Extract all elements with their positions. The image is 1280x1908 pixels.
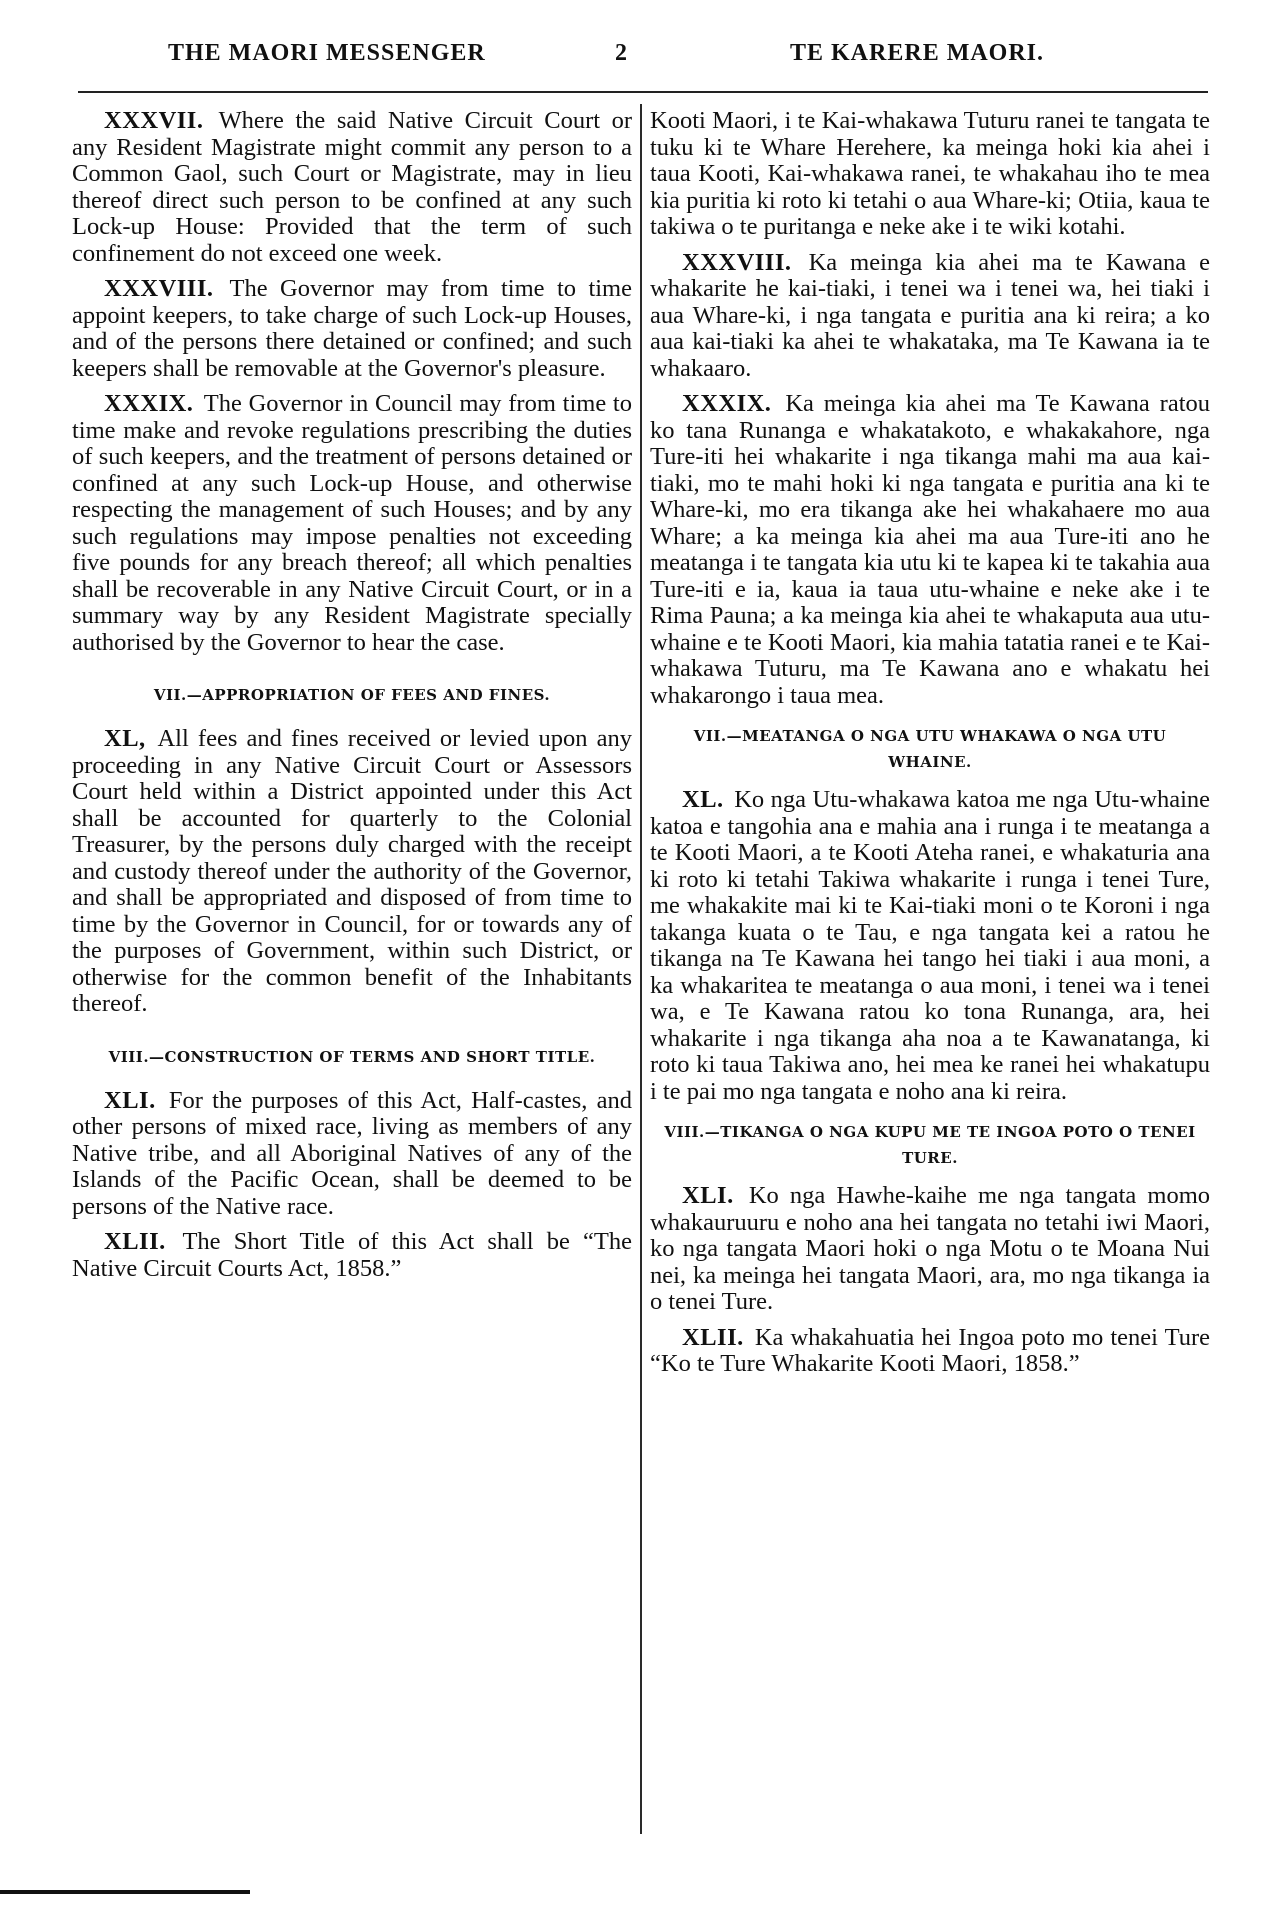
section-text: Ko nga Utu-whakawa katoa me nga Utu-whaine katoa e tangohia ana e mahia ana i runga i te meatanga a te Kooti Maori, a te Kooti Ateha ranei, e whakaturia ana ki roto ki tetahi Takiwa whakarite i runga i tenei Ture, me whakakite mai ki te Kai-tiaki moni o te Koroni i nga takanga kuata o te Tau, e nga tangata kei a ratou he tikanga na Te Kawana hei tango hei tiaki i aua moni, a ka whakaritea te meatanga o aua moni, i tenei wa i tenei wa, e Te Kawana ratou ko tona Runanga, ara, hei whakarite i nga tikanga aha noa a te Kawanatanga, ki roto ki taua Takiwa ano, hei mea ke ranei hei whakatupu i te pai mo nga tangata e noho ana ki reira. bbox=[650, 786, 1210, 1105]
section-number: XXXIX. bbox=[682, 390, 772, 417]
section-text: Ka whakahuatia hei Ingoa poto mo tenei Ture “Ko te Ture Whakarite Kooti Maori, 1858.” bbox=[650, 1323, 1210, 1377]
section-40-en bbox=[72, 726, 632, 1018]
section-text: The Governor in Council may from time to time make and revoke regulations prescribing the duties of such keepers, and the treatment of persons detained or confined at any such Lock-up House, and otherwise respecting the management of such Houses; and by any such regulations may impose penalties not exceeding five pounds for any breach thereof; all which penalties shall be recoverable in any Native Circuit Court, or in a summary way by any Resident Magistrate specially authorised by the Governor to hear the case. bbox=[72, 390, 632, 656]
section-41-mi bbox=[650, 1183, 1210, 1316]
section-37-en bbox=[72, 108, 632, 267]
section-text: Ko nga Hawhe-kaihe me nga tangata momo whakauruuru e noho ana hei tangata no tetahi iwi Maori, ko nga tangata Maori hoki o nga Motu o te Moana Nui nei, ka meinga hei tangata Maori, ara, mo nga tikanga ia o tenei Ture. bbox=[650, 1182, 1211, 1315]
column-divider bbox=[640, 104, 642, 1834]
section-39-en bbox=[72, 391, 632, 656]
section-number: XXXIX. bbox=[104, 390, 194, 417]
section-41-en bbox=[72, 1088, 632, 1221]
section-number: XXXVII. bbox=[104, 107, 204, 134]
heading-viii-mi: VIII.—TIKANGA O NGA KUPU ME TE INGOA POTO O TENEI TURE. bbox=[664, 1123, 1196, 1167]
section-42-mi bbox=[650, 1325, 1210, 1378]
section-40-mi bbox=[650, 787, 1210, 1105]
bottom-rule bbox=[0, 1890, 250, 1894]
section-text: The Governor may from time to time appoint keepers, to take charge of such Lock-up Houses, and of the persons there detained or confined; and such keepers shall be removable at the Governor's pleasure. bbox=[72, 275, 632, 382]
page-header bbox=[78, 40, 1208, 84]
heading-viii-en: VIII.—CONSTRUCTION OF TERMS AND SHORT TITLE. bbox=[108, 1047, 596, 1066]
section-39-mi bbox=[650, 391, 1210, 709]
section-number: XXXVIII. bbox=[104, 275, 214, 302]
heading-vii-mi: VII.—MEATANGA O NGA UTU WHAKAWA O NGA UTU WHAINE. bbox=[693, 727, 1167, 771]
section-number: XXXVIII. bbox=[682, 248, 792, 276]
section-text: All fees and fines received or levied upon any proceeding in any Native Circuit Court or Assessors Court held within a District appointed under this Act shall be accounted for quarterly to the Colonial Treasurer, by the persons duly charged with the receipt and custody thereof under the authority of the Governor, and shall be appropriated and disposed of from time to time by the Governor in Council, for or towards any of the purposes of Government, within such District, or otherwise for the common benefit of the Inhabitants thereof. bbox=[72, 725, 632, 1017]
page-number: 2 bbox=[615, 40, 628, 66]
section-text: Where the said Native Circuit Court or any Resident Magistrate might commit any person to a Common Gaol, such Court or Magistrate, may in lieu thereof direct such person to be confined at any such Lock-up House: Provided that the term of such confinement do not exceed one week. bbox=[72, 107, 632, 267]
section-42-en bbox=[72, 1229, 632, 1282]
maori-column bbox=[650, 108, 1210, 1387]
header-rule bbox=[78, 91, 1208, 93]
section-38-en bbox=[72, 276, 632, 382]
section-text: The Short Title of this Act shall be “The Native Circuit Courts Act, 1858.” bbox=[72, 1228, 633, 1282]
section-number: XLI. bbox=[682, 1182, 734, 1209]
section-text: Ka meinga kia ahei ma Te Kawana ratou ko tana Runanga e whakatakoto, e whakakahore, nga Ture-iti hei whakarite i nga tikanga mahi ma aua kai-tiaki, mo te mahi hoki ki nga tangata e puritia ana ki te Whare-ki, mo era tikanga ake hei whakahaere mo aua Whare; a ka meinga kia ahei ma aua Ture-iti ano he meatanga i te tangata kia utu ki te kapea ki te takahia aua Ture-iti e ia, kaua ia taua utu-whaine e neke ake i te Rima Pauna; a ka meinga kia ahei te whakaputa aua utu-whaine e te Kooti Maori, kia mahia tatatia ranei e te Kai-whakawa Tuturu, ma Te Kawana ano e whakatu hei whakarongo i taua mea. bbox=[650, 390, 1211, 709]
section-number: XLII. bbox=[104, 1228, 166, 1255]
english-title: THE MAORI MESSENGER bbox=[168, 40, 486, 66]
maori-title: TE KARERE MAORI. bbox=[790, 40, 1045, 66]
section-text: Ka meinga kia ahei ma te Kawana e whakarite he kai-tiaki, i tenei wa i tenei wa, hei tiaki i aua Whare-ki, i nga tangata e puritia ana ki reira; a ko aua kai-tiaki ka ahei te whakataka, ma Te Kawana ia te whakaaro. bbox=[650, 248, 1210, 382]
section-number: XLI. bbox=[104, 1086, 156, 1114]
section-number: XL, bbox=[104, 725, 146, 752]
section-number: XLII. bbox=[682, 1323, 744, 1351]
section-text: For the purposes of this Act, Half-castes, and other persons of mixed race, living as members of any Native tribe, and all Aboriginal Natives of any of the Islands of the Pacific Ocean, shall be deemed to be persons of the Native race. bbox=[72, 1086, 632, 1220]
section-number: XL. bbox=[682, 786, 724, 813]
english-column bbox=[72, 108, 632, 1291]
section-38-mi bbox=[650, 250, 1210, 383]
section-37-mi-continued: Kooti Maori, i te Kai-whakawa Tuturu ranei te tangata te tuku ki te Whare Herehere, ka meinga hoki kia ahei i taua Kooti, Kai-whakawa ranei, te whakahau iho te mea kia puritia ki roto ki tetahi o aua Whare-ki; Otiia, kaua te takiwa o te puritanga e neke ake i te wiki kotahi. bbox=[650, 107, 1210, 240]
heading-vii-en: VII.—APPROPRIATION OF FEES AND FINES. bbox=[153, 686, 551, 704]
